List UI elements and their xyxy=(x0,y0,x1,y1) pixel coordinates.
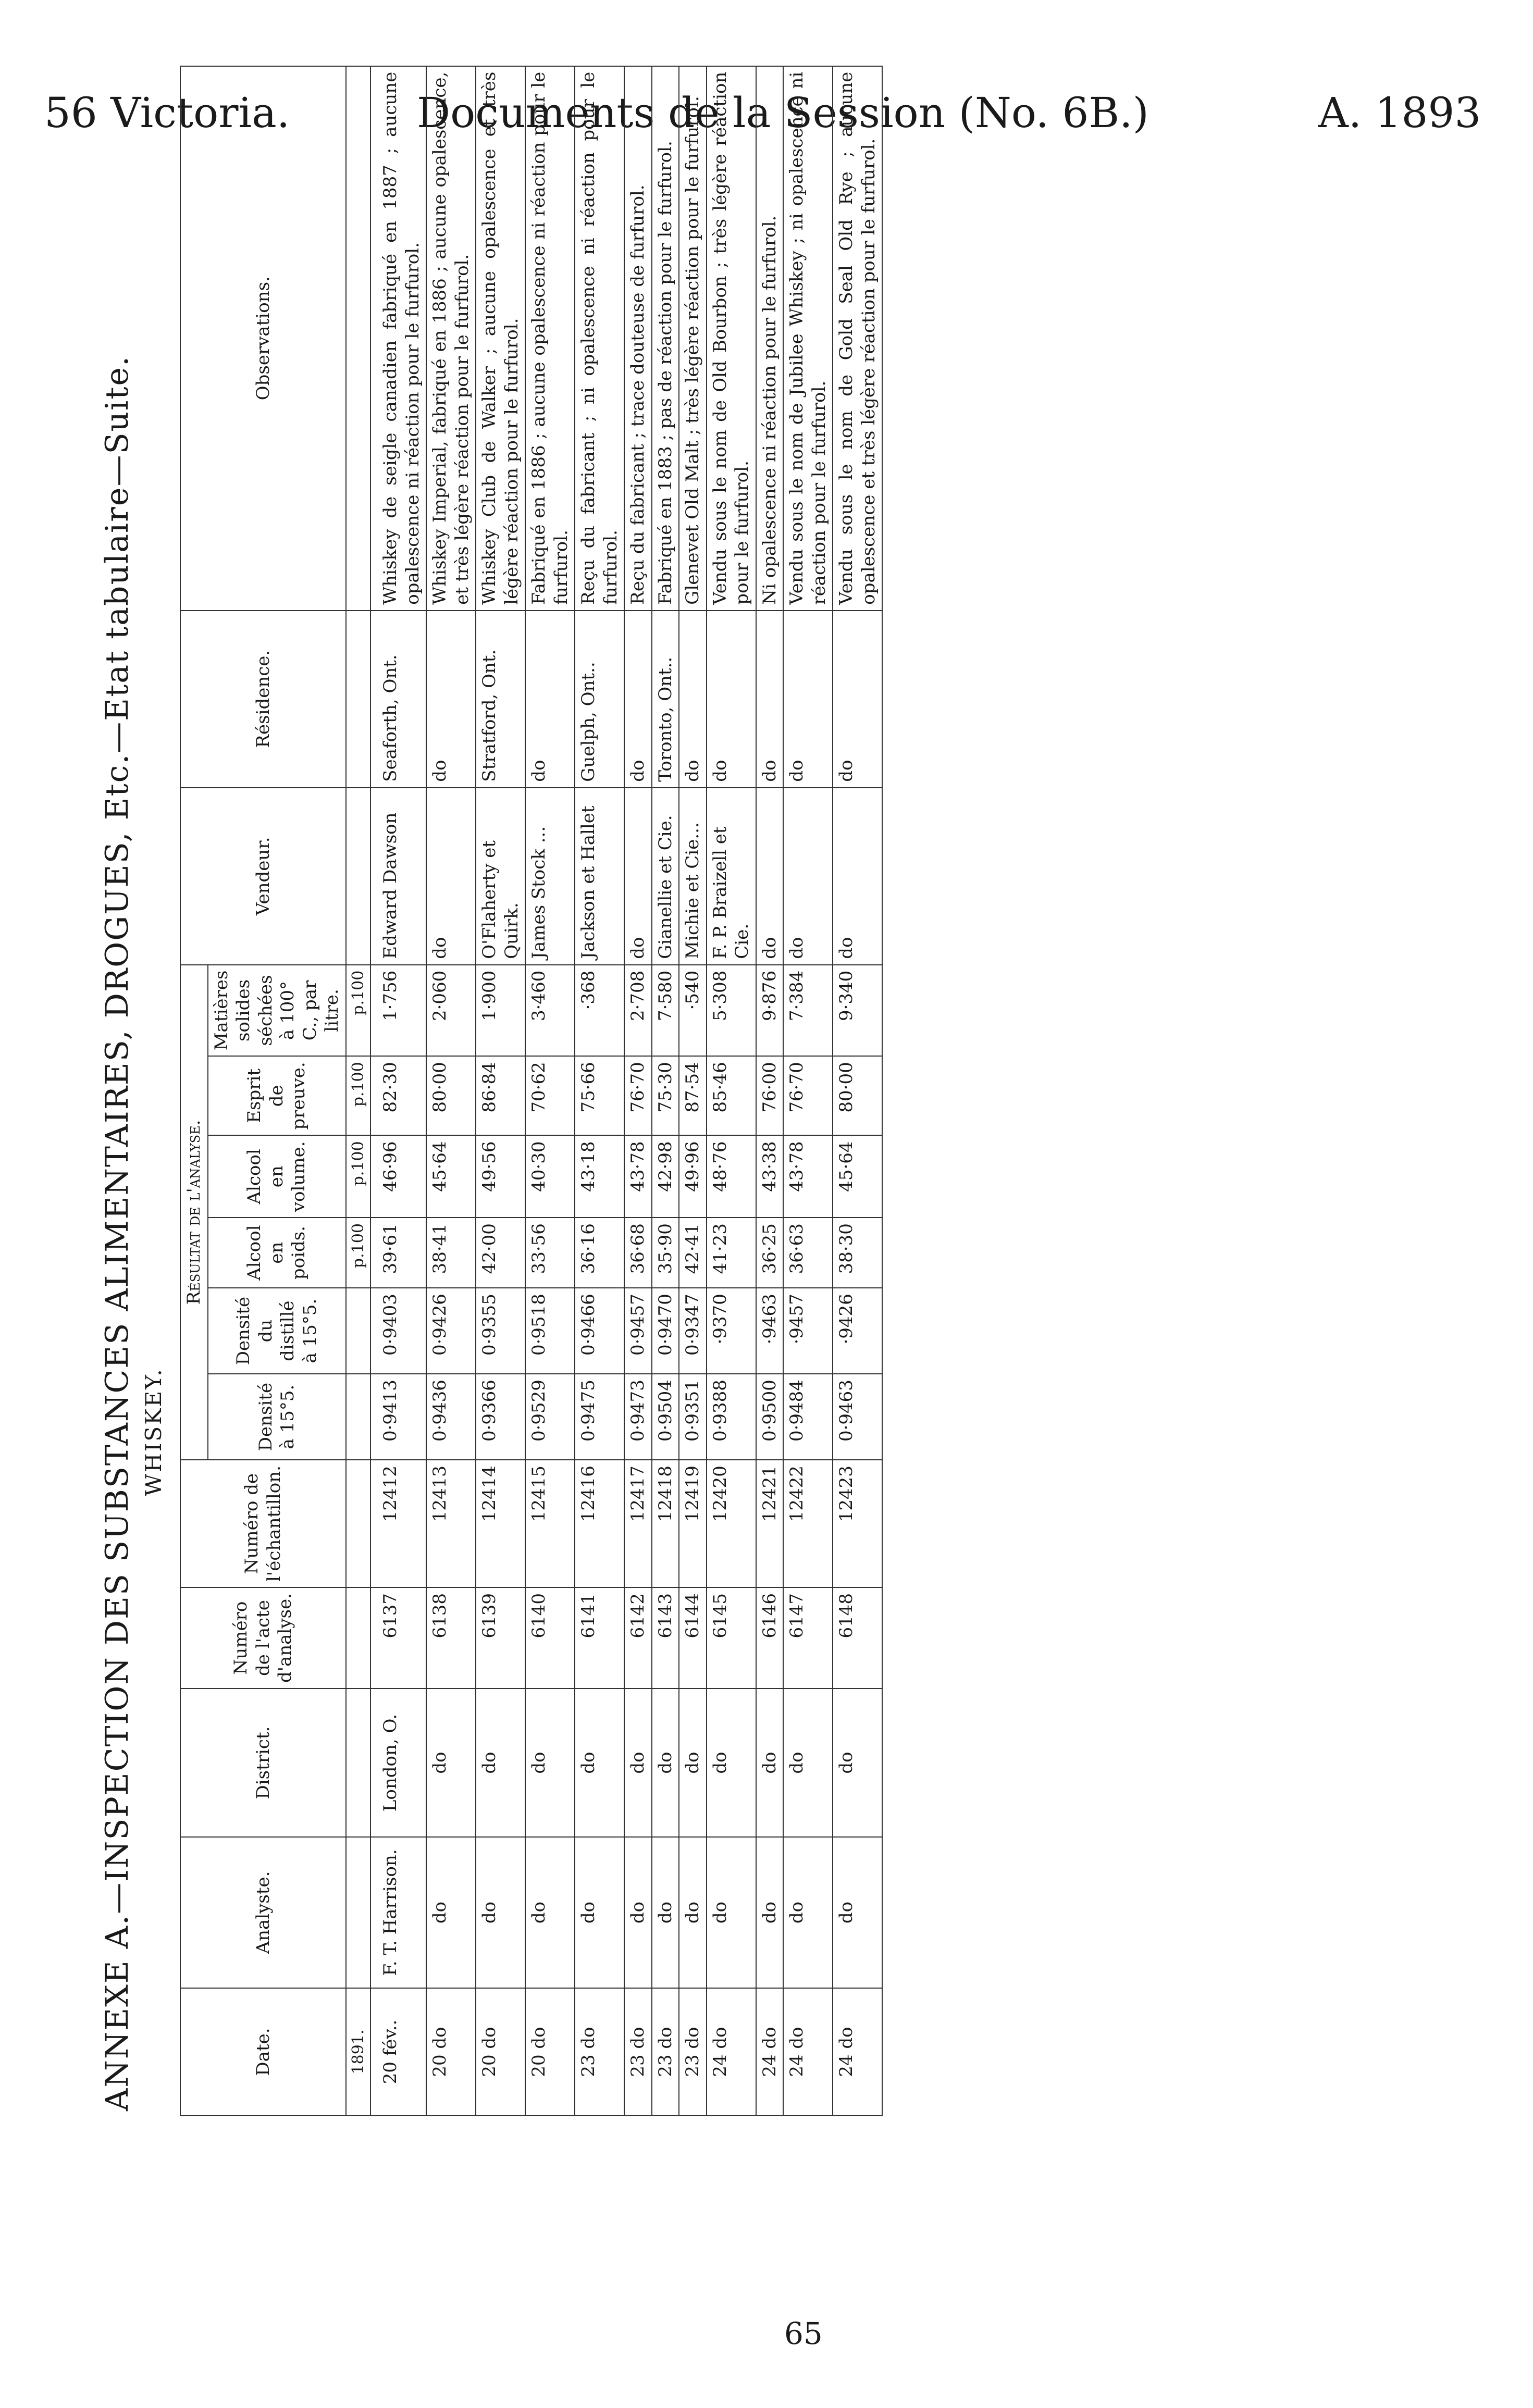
year-cell: 1891. xyxy=(346,1988,371,2116)
cell-district: do xyxy=(476,1689,525,1837)
cell-densite-dist: 0·9457 xyxy=(624,1288,652,1374)
cell-esprit: 75·66 xyxy=(575,1056,624,1135)
table-row xyxy=(679,66,707,2116)
cell-obs: Fabriqué en 1883 ; pas de réaction pour le furfurol. xyxy=(652,66,679,611)
table-row xyxy=(624,66,652,2116)
cell-analyst: do xyxy=(679,1837,707,1988)
table-row xyxy=(575,66,624,2116)
col-resultat: Résultat de l'analyse. xyxy=(180,965,208,1460)
cell-district: do xyxy=(525,1689,575,1837)
cell-obs: Vendu sous le nom de Jubilee Whiskey ; ni opalescence ni réaction pour le furfurol. xyxy=(783,66,833,611)
cell-district: do xyxy=(707,1689,756,1837)
cell-date: 20 do xyxy=(525,1988,575,2116)
cell-date: 24 do xyxy=(756,1988,784,2116)
cell-matieres: 2·060 xyxy=(426,965,476,1057)
cell-esprit: 76·00 xyxy=(756,1056,784,1135)
cell-esprit: 82·30 xyxy=(370,1056,426,1135)
cell-acte: 6148 xyxy=(833,1587,882,1689)
cell-district: do xyxy=(756,1689,784,1837)
header-right: A. 1893 xyxy=(1318,89,1481,137)
cell-esprit: 75·30 xyxy=(652,1056,679,1135)
cell-densite: 0·9529 xyxy=(525,1374,575,1460)
cell-densite: 0·9463 xyxy=(833,1374,882,1460)
cell-residence: Seaforth, Ont. xyxy=(370,611,426,788)
unit-cell: p.100 xyxy=(346,1135,371,1218)
cell-alcool-volume: 42·98 xyxy=(652,1135,679,1218)
cell-analyst: do xyxy=(783,1837,833,1988)
cell-date: 24 do xyxy=(707,1988,756,2116)
cell-densite-dist: ·9463 xyxy=(756,1288,784,1374)
cell-district: London, O. xyxy=(370,1689,426,1837)
cell-ech: 12414 xyxy=(476,1460,525,1587)
cell-alcool-volume: 43·78 xyxy=(624,1135,652,1218)
cell-vendeur: do xyxy=(756,788,784,965)
cell-matieres: 9·876 xyxy=(756,965,784,1057)
cell-vendeur: do xyxy=(833,788,882,965)
cell-alcool-poids: 36·16 xyxy=(575,1218,624,1288)
cell-residence: Guelph, Ont.. xyxy=(575,611,624,788)
cell-date: 20 fév.. xyxy=(370,1988,426,2116)
cell-ech: 12413 xyxy=(426,1460,476,1587)
cell-densite-dist: 0·9403 xyxy=(370,1288,426,1374)
cell-vendeur: do xyxy=(783,788,833,965)
cell-district: do xyxy=(783,1689,833,1837)
table-row xyxy=(833,66,882,2116)
cell-alcool-poids: 42·00 xyxy=(476,1218,525,1288)
col-date: Date. xyxy=(180,1988,346,2116)
cell-residence: do xyxy=(525,611,575,788)
cell-alcool-poids: 39·61 xyxy=(370,1218,426,1288)
cell-district: do xyxy=(652,1689,679,1837)
cell-acte: 6146 xyxy=(756,1587,784,1689)
cell-date: 23 do xyxy=(575,1988,624,2116)
cell-ech: 12421 xyxy=(756,1460,784,1587)
cell-ech: 12412 xyxy=(370,1460,426,1587)
cell-densite-dist: ·9426 xyxy=(833,1288,882,1374)
table-row xyxy=(756,66,784,2116)
cell-densite: 0·9388 xyxy=(707,1374,756,1460)
cell-matieres: 7·580 xyxy=(652,965,679,1057)
cell-date: 20 do xyxy=(426,1988,476,2116)
cell-matieres: 1·900 xyxy=(476,965,525,1057)
cell-obs: Fabriqué en 1886 ; aucune opalescence ni réaction pour le furfurol. xyxy=(525,66,575,611)
cell-matieres: 2·708 xyxy=(624,965,652,1057)
cell-alcool-volume: 43·18 xyxy=(575,1135,624,1218)
cell-acte: 6139 xyxy=(476,1587,525,1689)
cell-residence: do xyxy=(833,611,882,788)
cell-ech: 12422 xyxy=(783,1460,833,1587)
unit-cell: p.100 xyxy=(346,1218,371,1288)
col-district: District. xyxy=(180,1689,346,1837)
cell-analyst: do xyxy=(707,1837,756,1988)
cell-acte: 6140 xyxy=(525,1587,575,1689)
cell-alcool-volume: 43·78 xyxy=(783,1135,833,1218)
cell-analyst: do xyxy=(652,1837,679,1988)
cell-analyst: do xyxy=(624,1837,652,1988)
cell-obs: Glenevet Old Malt ; très légère réaction pour le furfurol. xyxy=(679,66,707,611)
cell-analyst: do xyxy=(756,1837,784,1988)
cell-vendeur: Michie et Cie... xyxy=(679,788,707,965)
col-alcool-poids: Alcool en poids. xyxy=(208,1218,346,1288)
cell-esprit: 76·70 xyxy=(624,1056,652,1135)
cell-vendeur: James Stock ... xyxy=(525,788,575,965)
cell-esprit: 85·46 xyxy=(707,1056,756,1135)
cell-district: do xyxy=(833,1689,882,1837)
cell-densite: 0·9436 xyxy=(426,1374,476,1460)
cell-ech: 12420 xyxy=(707,1460,756,1587)
cell-alcool-volume: 46·96 xyxy=(370,1135,426,1218)
table-row xyxy=(370,66,426,2116)
cell-densite: 0·9351 xyxy=(679,1374,707,1460)
cell-acte: 6142 xyxy=(624,1587,652,1689)
cell-analyst: F. T. Harrison. xyxy=(370,1837,426,1988)
cell-matieres: 3·460 xyxy=(525,965,575,1057)
cell-alcool-poids: 35·90 xyxy=(652,1218,679,1288)
header-center: Documents de la Session (No. 6B.) xyxy=(417,89,1149,137)
cell-date: 20 do xyxy=(476,1988,525,2116)
cell-matieres: 5·308 xyxy=(707,965,756,1057)
cell-residence: do xyxy=(624,611,652,788)
cell-ech: 12419 xyxy=(679,1460,707,1587)
cell-alcool-poids: 36·68 xyxy=(624,1218,652,1288)
cell-date: 24 do xyxy=(833,1988,882,2116)
cell-vendeur: Gianellie et Cie. xyxy=(652,788,679,965)
cell-acte: 6144 xyxy=(679,1587,707,1689)
cell-densite-dist: ·9457 xyxy=(783,1288,833,1374)
cell-esprit: 70·62 xyxy=(525,1056,575,1135)
cell-date: 23 do xyxy=(624,1988,652,2116)
cell-densite: 0·9500 xyxy=(756,1374,784,1460)
table-row xyxy=(426,66,476,2116)
cell-densite: 0·9504 xyxy=(652,1374,679,1460)
cell-densite: 0·9413 xyxy=(370,1374,426,1460)
cell-densite-dist: 0·9466 xyxy=(575,1288,624,1374)
cell-matieres: 7·384 xyxy=(783,965,833,1057)
cell-vendeur: Jackson et Hallet xyxy=(575,788,624,965)
cell-date: 24 do xyxy=(783,1988,833,2116)
table-row xyxy=(476,66,525,2116)
cell-vendeur: Edward Dawson xyxy=(370,788,426,965)
cell-densite: 0·9366 xyxy=(476,1374,525,1460)
table-row xyxy=(707,66,756,2116)
cell-densite-dist: ·9370 xyxy=(707,1288,756,1374)
cell-vendeur: do xyxy=(426,788,476,965)
whiskey-table xyxy=(180,66,883,2116)
col-densite-dist: Densité du distillé à 15°5. xyxy=(208,1288,346,1374)
cell-matieres: 9·340 xyxy=(833,965,882,1057)
cell-alcool-poids: 41·23 xyxy=(707,1218,756,1288)
cell-residence: do xyxy=(707,611,756,788)
cell-acte: 6143 xyxy=(652,1587,679,1689)
col-acte: Numéro de l'acte d'analyse. xyxy=(180,1587,346,1689)
cell-alcool-poids: 42·41 xyxy=(679,1218,707,1288)
cell-vendeur: do xyxy=(624,788,652,965)
cell-date: 23 do xyxy=(652,1988,679,2116)
cell-district: do xyxy=(679,1689,707,1837)
cell-matieres: ·540 xyxy=(679,965,707,1057)
cell-esprit: 80·00 xyxy=(833,1056,882,1135)
col-alcool-volume: Alcool en volume. xyxy=(208,1135,346,1218)
table-subtitle: WHISKEY. xyxy=(141,1368,166,1496)
annex-title: ANNEXE A.—INSPECTION DES SUBSTANCES ALIMENTAIRES, DROGUES, Etc.—Etat tabulaire—Suite. xyxy=(99,355,135,2111)
col-echantillon: Numéro de l'échantillon. xyxy=(180,1460,346,1587)
cell-obs: Vendu sous le nom de Old Bourbon ; très légère réaction pour le furfurol. xyxy=(707,66,756,611)
cell-obs: Whiskey de seigle canadien fabriqué en 1887 ; aucune opalescence ni réaction pour le furfurol. xyxy=(370,66,426,611)
units-row xyxy=(346,66,371,2116)
cell-ech: 12416 xyxy=(575,1460,624,1587)
cell-residence: do xyxy=(426,611,476,788)
cell-acte: 6147 xyxy=(783,1587,833,1689)
cell-obs: Reçu du fabricant ; ni opalescence ni réaction pour le furfurol. xyxy=(575,66,624,611)
col-densite: Densité à 15°5. xyxy=(208,1374,346,1460)
cell-alcool-poids: 33·56 xyxy=(525,1218,575,1288)
cell-obs: Vendu sous le nom de Gold Seal Old Rye ; aucune opalescence et très légère réaction pour le furfurol. xyxy=(833,66,882,611)
cell-obs: Whiskey Imperial, fabriqué en 1886 ; aucune opalescence, et très légère réaction pour le furfurol. xyxy=(426,66,476,611)
cell-analyst: do xyxy=(426,1837,476,1988)
unit-cell: p.100 xyxy=(346,965,371,1057)
cell-densite-dist: 0·9426 xyxy=(426,1288,476,1374)
col-matieres: Matières solides séchées à 100° C., par litre. xyxy=(208,965,346,1057)
cell-densite-dist: 0·9518 xyxy=(525,1288,575,1374)
cell-ech: 12423 xyxy=(833,1460,882,1587)
cell-alcool-poids: 38·30 xyxy=(833,1218,882,1288)
unit-cell: p.100 xyxy=(346,1056,371,1135)
col-analyst: Analyste. xyxy=(180,1837,346,1988)
cell-analyst: do xyxy=(476,1837,525,1988)
cell-obs: Whiskey Club de Walker ; aucune opalescence et très légère réaction pour le furfurol. xyxy=(476,66,525,611)
cell-residence: do xyxy=(679,611,707,788)
table-row xyxy=(525,66,575,2116)
cell-ech: 12417 xyxy=(624,1460,652,1587)
header-left: 56 Victoria. xyxy=(44,89,290,137)
cell-alcool-volume: 48·76 xyxy=(707,1135,756,1218)
cell-densite: 0·9484 xyxy=(783,1374,833,1460)
cell-ech: 12418 xyxy=(652,1460,679,1587)
cell-densite: 0·9475 xyxy=(575,1374,624,1460)
cell-analyst: do xyxy=(525,1837,575,1988)
cell-alcool-volume: 45·64 xyxy=(833,1135,882,1218)
cell-ech: 12415 xyxy=(525,1460,575,1587)
cell-esprit: 80·00 xyxy=(426,1056,476,1135)
cell-matieres: 1·756 xyxy=(370,965,426,1057)
cell-date: 23 do xyxy=(679,1988,707,2116)
col-esprit: Esprit de preuve. xyxy=(208,1056,346,1135)
cell-esprit: 87·54 xyxy=(679,1056,707,1135)
cell-alcool-volume: 49·96 xyxy=(679,1135,707,1218)
cell-alcool-volume: 45·64 xyxy=(426,1135,476,1218)
cell-residence: do xyxy=(783,611,833,788)
table-row xyxy=(783,66,833,2116)
col-observations: Observations. xyxy=(180,66,346,611)
cell-district: do xyxy=(624,1689,652,1837)
cell-analyst: do xyxy=(833,1837,882,1988)
cell-district: do xyxy=(575,1689,624,1837)
table-row xyxy=(652,66,679,2116)
cell-alcool-volume: 43·38 xyxy=(756,1135,784,1218)
cell-esprit: 76·70 xyxy=(783,1056,833,1135)
cell-acte: 6141 xyxy=(575,1587,624,1689)
col-residence: Résidence. xyxy=(180,611,346,788)
page-number: 65 xyxy=(784,2316,823,2351)
cell-alcool-poids: 36·25 xyxy=(756,1218,784,1288)
cell-district: do xyxy=(426,1689,476,1837)
cell-alcool-poids: 36·63 xyxy=(783,1218,833,1288)
cell-alcool-volume: 49·56 xyxy=(476,1135,525,1218)
cell-analyst: do xyxy=(575,1837,624,1988)
cell-alcool-volume: 40·30 xyxy=(525,1135,575,1218)
cell-densite-dist: 0·9355 xyxy=(476,1288,525,1374)
cell-alcool-poids: 38·41 xyxy=(426,1218,476,1288)
cell-residence: Toronto, Ont.. xyxy=(652,611,679,788)
cell-vendeur: F. P. Braizell et Cie. xyxy=(707,788,756,965)
cell-esprit: 86·84 xyxy=(476,1056,525,1135)
cell-obs: Ni opalescence ni réaction pour le furfurol. xyxy=(756,66,784,611)
cell-residence: do xyxy=(756,611,784,788)
cell-acte: 6145 xyxy=(707,1587,756,1689)
cell-densite-dist: 0·9347 xyxy=(679,1288,707,1374)
cell-vendeur: O'Flaherty et Quirk. xyxy=(476,788,525,965)
col-vendeur: Vendeur. xyxy=(180,788,346,965)
cell-acte: 6138 xyxy=(426,1587,476,1689)
cell-matieres: ·368 xyxy=(575,965,624,1057)
cell-residence: Stratford, Ont. xyxy=(476,611,525,788)
cell-densite: 0·9473 xyxy=(624,1374,652,1460)
cell-densite-dist: 0·9470 xyxy=(652,1288,679,1374)
cell-acte: 6137 xyxy=(370,1587,426,1689)
cell-obs: Reçu du fabricant ; trace douteuse de furfurol. xyxy=(624,66,652,611)
